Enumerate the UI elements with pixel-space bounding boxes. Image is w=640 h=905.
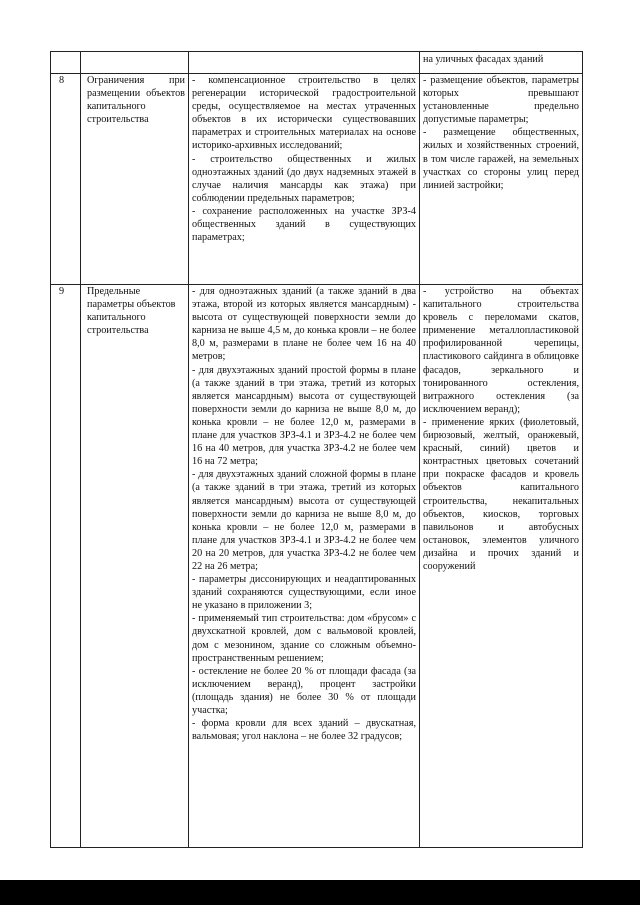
paragraph: - применяемый тип строительства: дом «брусом» с двухскатной кровлей, дом с вальмовой кровлей, дом с мезонином, здание со сложным объемно-пространственным решением; (192, 613, 416, 664)
paragraph: - для двухэтажных зданий простой формы в плане (а также зданий в три этажа, третий из которых является мансардным) высота от существующей поверхности земли до карниза не выше 8,0 м, до конька кровли – не более 12,0 м, размерами в плане для участков ЗРЗ-4.1 и ЗРЗ-4.2 не более чем 16 на 40 метров, для участка ЗРЗ-4.2 не более чем 16 на 72 метра; (192, 364, 416, 468)
paragraph: - параметры диссонирующих и неадаптированных зданий сохраняются существующими, если иное не указано в приложении 3; (192, 574, 416, 612)
table-row-continuation (51, 52, 583, 74)
paragraph: - для одноэтажных зданий (а также зданий в два этажа, второй из которых является мансардным) - высота от существующей поверхности земли до карниза не выше 4,5 м, до конька кровли – не более 8,0 м, размерами в плане не более чем 16 на 40 метров; (192, 286, 416, 363)
paragraph: - размещение общественных, жилых и хозяйственных строений, в том числе гаражей, на земельных участках со стороны улиц перед линией застройки; (423, 127, 579, 191)
cell-empty (81, 52, 189, 74)
row-title (81, 285, 189, 848)
cell-right (420, 74, 583, 285)
continuation-text: на уличных фасадах зданий (423, 54, 544, 65)
row-title (81, 74, 189, 285)
paragraph: - сохранение расположенных на участке ЗРЗ-4 общественных зданий в существующих параметрах; (192, 205, 416, 244)
paragraph: - компенсационное строительство в целях регенерации исторической градостроительной среды, осуществляемое на местах утраченных объектов в их исторически существовавших параметрах и строительных материалах на основе историко-архивных исследований; (192, 75, 416, 152)
table-row (51, 74, 583, 285)
cell-empty (51, 52, 81, 74)
cell-right (420, 285, 583, 848)
paragraph: - остекление не более 20 % от площади фасада (за исключением веранд), процент застройки (площадь здания) не более 30 % от площади участка; (192, 665, 416, 716)
row-number: 9 (51, 285, 81, 848)
cell-empty (189, 52, 420, 74)
row-title-text: Ограничения при размещении объектов капитального строительства (87, 75, 185, 126)
table-row (51, 285, 583, 848)
scan-edge-band (0, 880, 640, 905)
cell-right-continuation (420, 52, 583, 74)
paragraph: - устройство на объектах капитального строительства кровель с переломами скатов, применение металлопластиковой профилированной черепицы, пластикового сайдинга в облицовке фасадов, зеркального и тонированного остекления, витражного остекления (за исключением веранд); (423, 286, 579, 415)
regulations-table (50, 51, 583, 848)
cell-middle (189, 74, 420, 285)
paragraph: - применение ярких (фиолетовый, бирюзовый, желтый, оранжевый, красный, синий) цветов и контрастных цветовых сочетаний при покраске фасадов и кровель объектов капитального строительства, некапитальных объектов, киосков, торговых павильонов и автобусных остановок, элементов уличного дизайна и прочих зданий и сооружений (423, 416, 579, 572)
paragraph: - для двухэтажных зданий сложной формы в плане (а также зданий в три этажа, третий из которых является мансардным) высота от существующей поверхности земли до карниза не выше 8,0 м, до конька кровли – не более 12,0 м, размерами в плане для участков ЗРЗ-4.1 и ЗРЗ-4.2 не более чем 20 на 20 метров, для участка ЗРЗ-4.2 не более чем 22 на 26 метра; (192, 469, 416, 572)
paragraph: - строительство общественных и жилых одноэтажных зданий (до двух надземных этажей в случае наличия мансарды как этажа) при соблюдении предельных параметров; (192, 153, 416, 204)
row-number: 8 (51, 74, 81, 285)
paragraph: - форма кровли для всех зданий – двускатная, вальмовая; угол наклона – не более 32 градусов; (192, 718, 416, 743)
paragraph: - размещение объектов, параметры которых превышают установленные предельно допустимые параметры; (423, 75, 579, 126)
row-title-text: Предельные параметры объектов капитального строительства (87, 286, 176, 337)
cell-middle (189, 285, 420, 848)
